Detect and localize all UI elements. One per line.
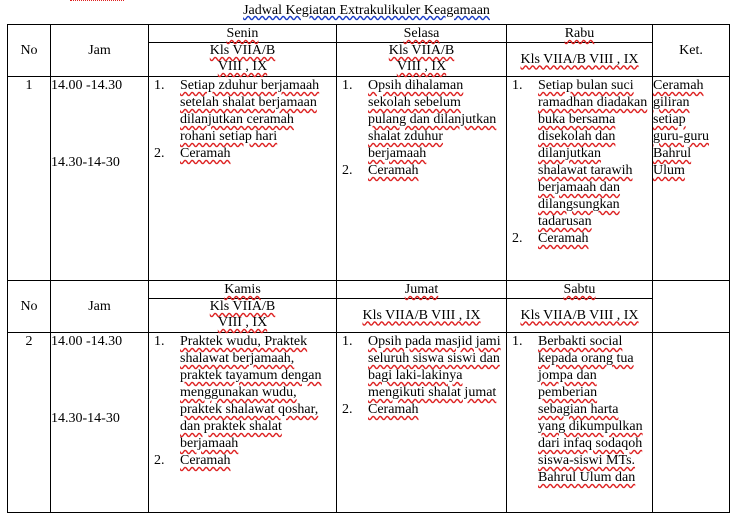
row2-jam-2: 14.30-14-30 bbox=[51, 411, 120, 426]
header-no-2: No bbox=[8, 281, 51, 333]
header-row-2 bbox=[8, 281, 730, 299]
list-item: 1. Berbakti social kepada orang tua jompa dan pemberian sebagian harta yang dikumpulkan dari infaq sodaqoh siswa-siswi MTs. Bahrul Ulum dan bbox=[512, 334, 643, 485]
list-item: 1. Opsih pada masjid jami seluruh siswa siswi dan bagi laki-lakinya mengikuti shalat jumat bbox=[342, 334, 501, 400]
row1-rabu-activities bbox=[507, 77, 653, 281]
row2-kamis-activities bbox=[149, 333, 337, 513]
header-jam: Jam bbox=[51, 25, 149, 77]
day-rabu: Rabu bbox=[507, 25, 653, 43]
header-ket: Ket. bbox=[653, 25, 730, 77]
row1-no: 1 bbox=[8, 77, 51, 281]
list-item: 2. Ceramah bbox=[512, 231, 589, 246]
day-sabtu: Sabtu bbox=[507, 281, 653, 299]
day-kamis: Kamis bbox=[149, 281, 337, 299]
kls-jumat: Kls VIIA/B VIII , IX bbox=[337, 299, 507, 333]
list-item: 2. Ceramah bbox=[154, 146, 231, 161]
kls-kamis: Kls VIIA/B VIII , IX bbox=[149, 299, 337, 333]
list-item: 1. Setiap bulan suci ramadhan diadakan buka bersama disekolah dan dilanjutkan shalawat tarawih berjamaah dan dilangsungkan tadarusan bbox=[512, 78, 648, 229]
row2-ket-empty bbox=[653, 333, 730, 513]
row1-selasa-activities bbox=[337, 77, 507, 281]
kls-rabu: Kls VIIA/B VIII , IX bbox=[507, 43, 653, 77]
list-item: 1. Praktek wudu, Praktek shalawat berjamaah, praktek tayamum dengan menggunakan wudu, praktek shalawat qoshar, dan praktek shalat berjamaah bbox=[154, 334, 322, 451]
schedule-table bbox=[7, 24, 730, 513]
kls-sabtu: Kls VIIA/B VIII , IX bbox=[507, 299, 653, 333]
row1-senin-activities bbox=[149, 77, 337, 281]
header-no: No bbox=[8, 25, 51, 77]
row1-ket: Ceramah giliran setiap guru-guru Bahrul Ulum bbox=[653, 77, 730, 281]
header-ket-2-empty bbox=[653, 281, 730, 333]
header-jam-2: Jam bbox=[51, 281, 149, 333]
list-item: 2. Ceramah bbox=[342, 402, 419, 417]
row1-jam bbox=[51, 77, 149, 281]
kls-selasa: Kls VIIA/B VIII , IX bbox=[337, 43, 507, 77]
row2-jam bbox=[51, 333, 149, 513]
row2-sabtu-activities bbox=[507, 333, 653, 513]
content-row-1 bbox=[8, 77, 730, 281]
day-senin: Senin bbox=[149, 25, 337, 43]
list-item: 2. Ceramah bbox=[342, 163, 419, 178]
red-dotted-mark bbox=[70, 0, 124, 1]
list-item: 1. Setiap zduhur berjamaah setelah shalat berjamaan dilanjutkan ceramah rohani setiap hari bbox=[154, 78, 320, 144]
row1-jam-2: 14.30-14-30 bbox=[51, 155, 120, 170]
row2-no: 2 bbox=[8, 333, 51, 513]
row2-jam-1: 14.00 -14.30 bbox=[51, 334, 123, 349]
day-selasa: Selasa bbox=[337, 25, 507, 43]
list-item: 1. Opsih dihalaman sekolah sebelum pulang dan dilanjutkan shalat zduhur berjamaah bbox=[342, 78, 497, 161]
content-row-2 bbox=[8, 333, 730, 513]
header-row-1 bbox=[8, 25, 730, 43]
day-jumat: Jumat bbox=[337, 281, 507, 299]
row1-jam-1: 14.00 -14.30 bbox=[51, 78, 123, 93]
kls-senin: Kls VIIA/B VIII , IX bbox=[149, 43, 337, 77]
page-title: Jadwal Kegiatan Extrakulikuler Keagamaan bbox=[243, 3, 490, 18]
list-item: 2. Ceramah bbox=[154, 453, 231, 468]
row2-jumat-activities bbox=[337, 333, 507, 513]
